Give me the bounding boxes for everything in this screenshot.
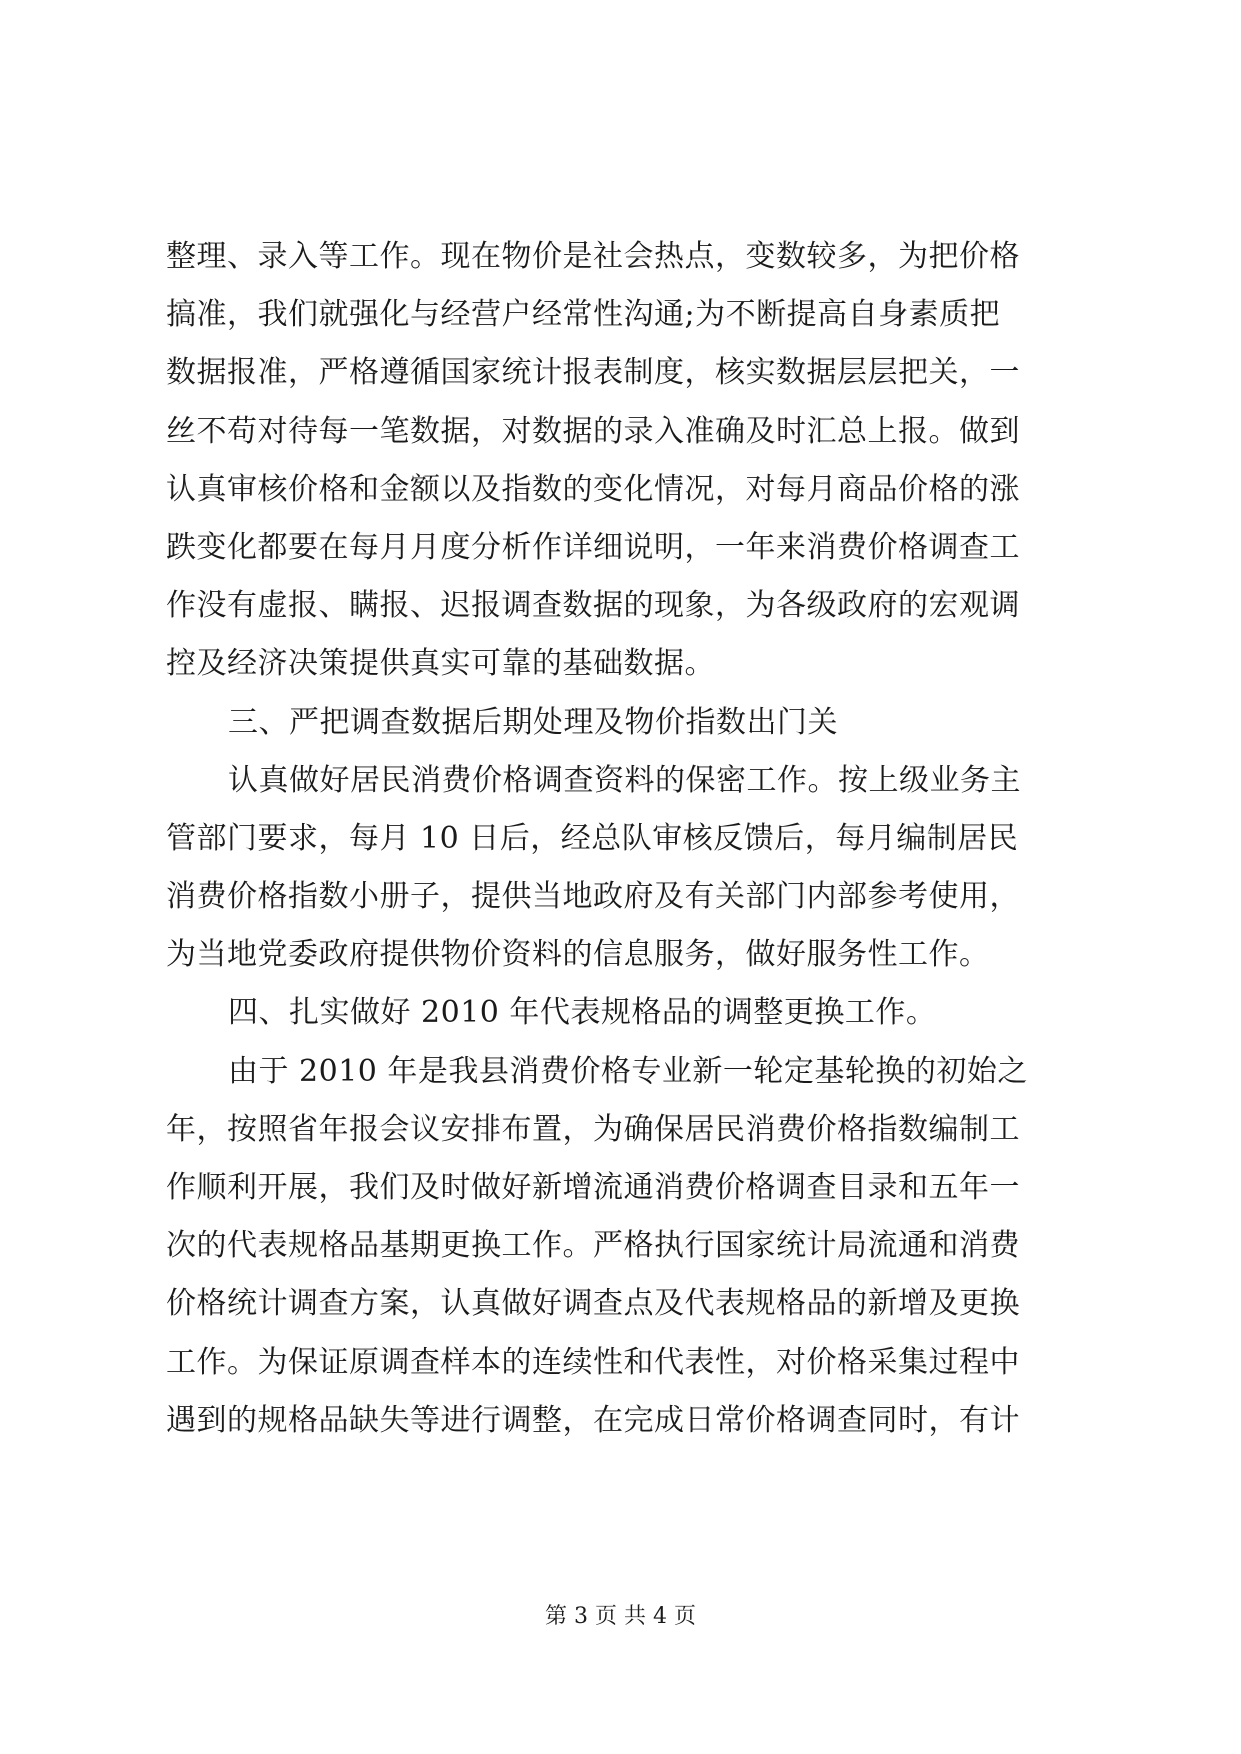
text-line: 由于 2010 年是我县消费价格专业新一轮定基轮换的初始之 [228,1053,1028,1089]
text-line: 为当地党委政府提供物价资料的信息服务，做好服务性工作。 [166,937,990,973]
text-line: 跌变化都要在每月月度分析作详细说明，一年来消费价格调查工 [166,529,1020,565]
text-line: 工作。为保证原调查样本的连续性和代表性，对价格采集过程中 [166,1344,1020,1380]
text-line: 价格统计调查方案，认真做好调查点及代表规格品的新增及更换 [166,1286,1020,1322]
text-line: 丝不苟对待每一笔数据，对数据的录入准确及时汇总上报。做到 [166,413,1020,449]
text-line: 控及经济决策提供真实可靠的基础数据。 [166,646,715,682]
document-body [166,228,1086,1450]
text-line: 数据报准，严格遵循国家统计报表制度，核实数据层层把关，一 [166,355,1020,391]
text-line: 整理、录入等工作。现在物价是社会热点，变数较多，为把价格 [166,239,1020,274]
text-line: 作顺利开展，我们及时做好新增流通消费价格调查目录和五年一 [166,1170,1020,1205]
text-line: 搞准，我们就强化与经营户经常性沟通;为不断提高自身素质把 [166,297,1001,333]
section-heading: 四、扎实做好 2010 年代表规格品的调整更换工作。 [228,995,937,1031]
text-line: 年，按照省年报会议安排布置，为确保居民消费价格指数编制工 [166,1111,1020,1147]
text-line: 管部门要求，每月 10 日后，经总队审核反馈后，每月编制居民 [166,820,1019,856]
text-line: 消费价格指数小册子，提供当地政府及有关部门内部参考使用， [166,879,1020,915]
text-line: 作没有虚报、瞒报、迟报调查数据的现象，为各级政府的宏观调 [166,588,1020,624]
text-line: 认真审核价格和金额以及指数的变化情况，对每月商品价格的涨 [166,471,1020,507]
text-line: 认真做好居民消费价格调查资料的保密工作。按上级业务主 [228,762,1021,798]
text-line: 遇到的规格品缺失等进行调整，在完成日常价格调查同时，有计 [166,1402,1020,1438]
page-number: 第 3 页 共 4 页 [545,1604,696,1629]
text-line: 次的代表规格品基期更换工作。严格执行国家统计局流通和消费 [166,1228,1020,1264]
section-heading: 三、严把调查数据后期处理及物价指数出门关 [228,704,838,740]
